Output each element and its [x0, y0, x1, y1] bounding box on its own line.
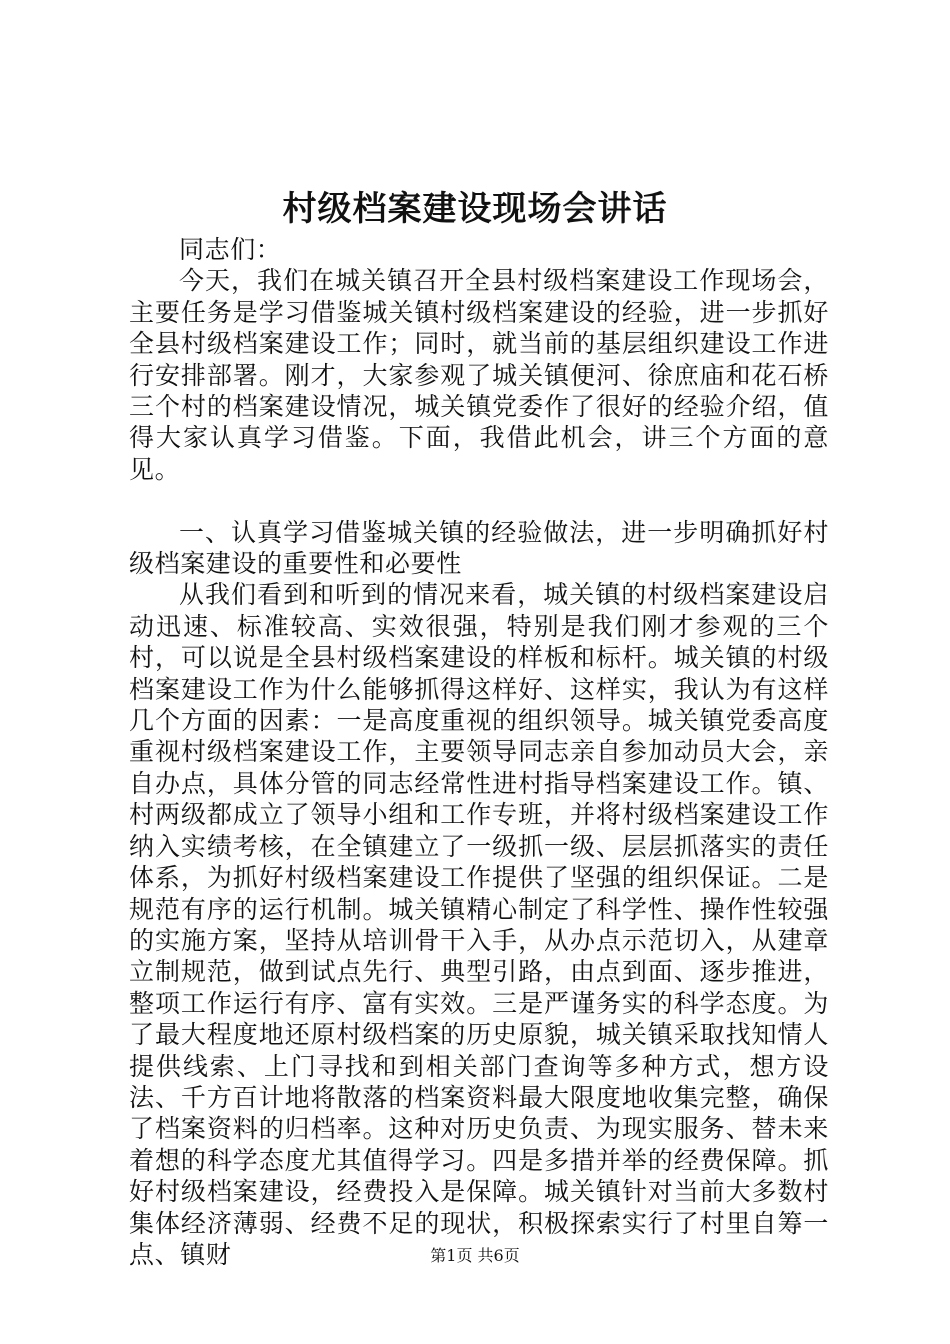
section-heading-1: 一、认真学习借鉴城关镇的经验做法，进一步明确抓好村级档案建设的重要性和必要性 [129, 517, 829, 579]
salutation: 同志们： [179, 235, 282, 264]
page-footer: 第1页 共6页 [430, 1246, 520, 1265]
paragraph-gap [129, 485, 829, 516]
paragraph-body: 从我们看到和听到的情况来看，城关镇的村级档案建设启动迅速、标准较高、实效很强，特别是我们刚才参观的三个村，可以说是全县村级档案建设的样板和标杆。城关镇的村级档案建设工作为什么能够抓得这样好、这样实，我认为有这样几个方面的因素：一是高度重视的组织领导。城关镇党委高度重视村级档案建设工作，主要领导同志亲自参加动员大会，亲自办点，具体分管的同志经常性进村指导档案建设工作。镇、村两级都成立了领导小组和工作专班，并将村级档案建设工作纳入实绩考核，在全镇建立了一级抓一级、层层抓落实的责任体系，为抓好村级档案建设工作提供了坚强的组织保证。二是规范有序的运行机制。城关镇精心制定了科学性、操作性较强的实施方案，坚持从培训骨干入手，从办点示范切入，从建章立制规范，做到试点先行、典型引路，由点到面、逐步推进，整项工作运行有序、富有实效。三是严谨务实的科学态度。为了最大程度地还原村级档案的历史原貌，城关镇采取找知情人提供线索、上门寻找和到相关部门查询等多种方式，想方设法、千方百计地将散落的档案资料最大限度地收集完整，确保了档案资料的归档率。这种对历史负责、为现实服务、替未来着想的科学态度尤其值得学习。四是多措并举的经费保障。抓好村级档案建设，经费投入是保障。城关镇针对当前大多数村集体经济薄弱、经费不足的现状，积极探索实行了村里自筹一点、镇财 [129, 580, 829, 1269]
document-body [129, 234, 829, 1270]
document-title: 村级档案建设现场会讲话 [282, 189, 668, 229]
paragraph-intro: 今天，我们在城关镇召开全县村级档案建设工作现场会，主要任务是学习借鉴城关镇村级档案建设的经验，进一步抓好全县村级档案建设工作；同时，就当前的基层组织建设工作进行安排部署。刚才，大家参观了城关镇便河、徐庶庙和花石桥三个村的档案建设情况，城关镇党委作了很好的经验介绍，值得大家认真学习借鉴。下面，我借此机会，讲三个方面的意见。 [129, 266, 829, 484]
